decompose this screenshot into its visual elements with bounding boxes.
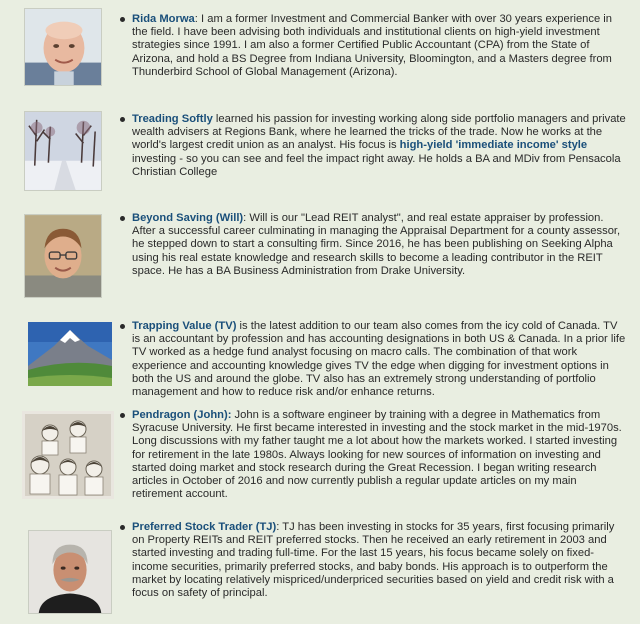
profile-name: Treading Softly	[132, 113, 213, 125]
profile-bio: Pendragon (John): John is a software engineer by training with a degree in Mathematics from Syracuse University. He first became interested in investing and the stock market in the mid-1970s. Long discussions with my father taught me a lot about how the markets worked. I started investing for retirement in the late 1980s. Always looking for new sources of information on investing and started doing market and stock research during the Great Recession. I began writing research articles in October of 2016 and now currently publish a regular update articles on my main retirement account.	[132, 409, 622, 501]
bullet-icon	[120, 216, 125, 221]
profile-bio: Treading Softly learned his passion for investing working along side portfolio managers and private wealth advisers at Regions Bank, where he learned the tricks of the trade. Now he works at the world's largest credit union as an analyst. His focus is high-yield 'immediate income' style investing - so you can see and feel the impact right away. He holds a BA and MDiv from Pensacola Christian College	[132, 113, 626, 178]
bullet-icon	[120, 413, 125, 418]
profile-name: Trapping Value (TV)	[132, 320, 237, 332]
bullet-icon	[120, 17, 125, 22]
snow-capped-mountain-icon	[28, 322, 112, 386]
bio-highlight: high-yield 'immediate income' style	[399, 139, 588, 152]
man-with-glasses-portrait-icon	[25, 215, 101, 297]
profile-name: Preferred Stock Trader (TJ)	[132, 521, 277, 533]
vintage-children-photo-icon	[22, 411, 114, 499]
profile-photo	[24, 111, 102, 191]
profile-bio: Rida Morwa: I am a former Investment and Commercial Banker with over 30 years experience in the field. I have been advising both individuals and institutional clients on high-yield investment strategies since 1991. I am also a former Certified Public Accountant (CPA) from the State of Arizona, and hold a BS Degree from Indiana University, Bloomington, and a Masters degree from Thunderbird School of Global Management (Arizona).	[132, 13, 613, 78]
gray-haired-man-portrait-icon	[29, 531, 111, 613]
profile-photo	[24, 8, 102, 86]
bullet-icon	[120, 324, 125, 329]
bald-man-portrait-icon	[25, 9, 101, 85]
profile-bio: Preferred Stock Trader (TJ): TJ has been investing in stocks for 35 years, first focusing primarily on Property REITs and REIT preferred stocks. Then he received an early retirement in 2003 and started investing and trading full-time. For the last 15 years, his focus became solely on fixed-income securities, primarily preferred stocks, and baby bonds. His approach is to outperform the market by locating relatively mispriced/underpriced securities based on yield and credit risk with a focus on safety of principal.	[132, 521, 615, 600]
profile-bio: Trapping Value (TV) is the latest addition to our team also comes from the icy cold of Canada. TV is an accountant by profession and has accounting designations in both US & Canada. In a prior life TV worked as a hedge fund analyst focusing on macro calls. The combination of that work experience and accounting knowledge gives TV the edge when digging for investment options in both the US and around the globe. TV also has an extremely strong understanding of portfolio management and how to reduce risk and/or enhance returns.	[132, 320, 626, 399]
profile-name: Rida Morwa	[132, 13, 195, 25]
profile-bio: Beyond Saving (Will): Will is our "Lead REIT analyst", and real estate appraiser by profession. After a successful career culminating in managing the Appraisal Department for a county assessor, he stepped down to start a consulting firm. Since 2016, he has been publishing on Seeking Alpha using his real estate knowledge and research skills to become a leading contributor in the REIT space. He has a BA Business Administration from Drake University.	[132, 212, 621, 277]
bullet-icon	[120, 525, 125, 530]
profile-photo	[28, 530, 112, 614]
profile-photo	[22, 411, 114, 499]
profile-photo	[24, 214, 102, 298]
profile-photo	[28, 322, 112, 386]
bullet-icon	[120, 117, 125, 122]
profile-name: Beyond Saving (Will)	[132, 212, 244, 224]
profile-name: Pendragon (John):	[132, 409, 232, 421]
snowy-forest-path-icon	[25, 112, 101, 190]
